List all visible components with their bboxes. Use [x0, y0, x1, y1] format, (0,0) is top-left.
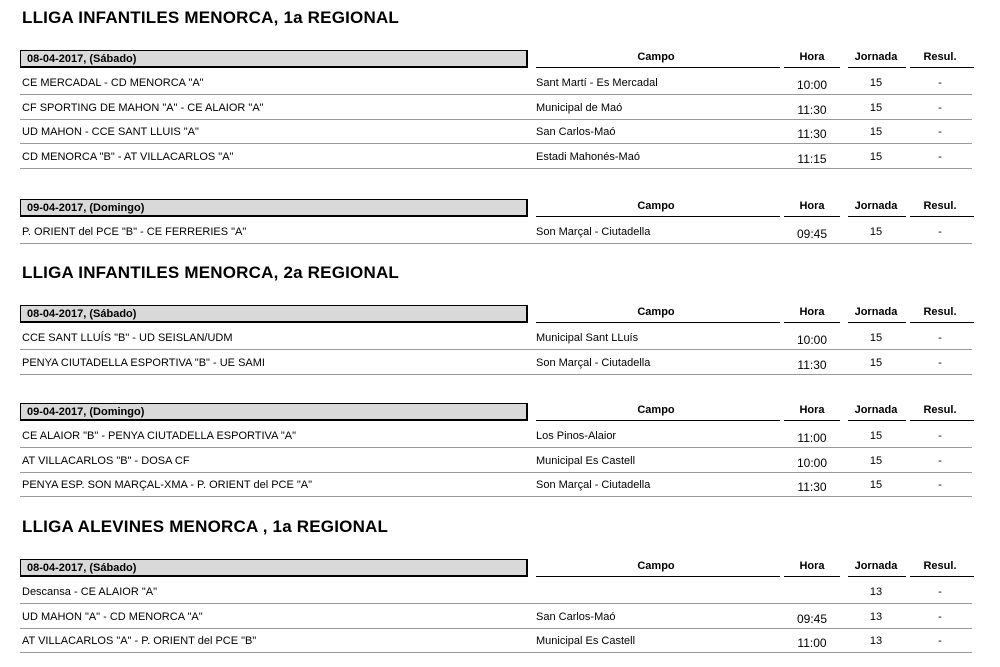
date-header: 08-04-2017, (Sábado)	[20, 305, 528, 323]
match-round: 15	[869, 101, 883, 114]
match-field: Municipal Es Castell	[536, 454, 636, 467]
match-result: -	[938, 586, 942, 598]
match-result: -	[938, 454, 942, 467]
match-result: -	[938, 77, 942, 89]
date-header: 08-04-2017, (Sábado)	[20, 50, 528, 68]
match-round: 15	[869, 479, 883, 492]
row-separator	[20, 349, 972, 350]
match-field: Municipal Sant LLuís	[536, 332, 639, 344]
match-teams: CE MERCADAL - CD MENORCA "A"	[22, 77, 204, 89]
match-time: 11:30	[797, 480, 827, 495]
match-round: 15	[869, 77, 883, 89]
match-time: 09:45	[796, 611, 828, 626]
match-result: -	[938, 635, 942, 648]
row-separator	[20, 652, 972, 653]
match-round: 15	[869, 226, 883, 238]
match-round: 15	[869, 126, 883, 139]
column-header-hora: Hora	[799, 200, 825, 212]
match-time: 11:30	[797, 357, 827, 372]
match-teams: AT VILLACARLOS "B" - DOSA CF	[22, 454, 190, 467]
match-result: -	[938, 126, 942, 139]
column-header-jornada: Jornada	[854, 404, 898, 416]
match-field: Municipal Es Castell	[536, 635, 636, 648]
column-header-hora: Hora	[799, 560, 825, 572]
row-separator	[20, 447, 972, 448]
match-result: -	[938, 226, 942, 238]
column-header-jornada: Jornada	[854, 200, 898, 212]
header-underline	[848, 576, 906, 577]
header-underline	[910, 67, 974, 68]
column-header-resul: Resul.	[923, 200, 957, 212]
header-underline	[848, 420, 906, 421]
header-underline	[784, 216, 840, 217]
column-header-campo: Campo	[637, 404, 675, 416]
match-teams: CF SPORTING DE MAHON "A" - CE ALAIOR "A"	[22, 101, 264, 114]
column-header-hora: Hora	[799, 51, 825, 63]
column-header-jornada: Jornada	[854, 560, 898, 572]
column-header-hora: Hora	[799, 306, 825, 318]
match-round: 15	[869, 356, 883, 369]
row-separator	[20, 168, 972, 169]
header-underline	[536, 420, 780, 421]
section-title: LLIGA INFANTILES MENORCA, 1a REGIONAL	[22, 8, 400, 27]
header-underline	[784, 67, 840, 68]
row-separator	[20, 628, 972, 629]
header-underline	[784, 576, 840, 577]
column-header-resul: Resul.	[923, 560, 957, 572]
match-round: 13	[869, 586, 883, 598]
row-separator	[20, 374, 972, 375]
header-underline	[784, 322, 840, 323]
match-teams: UD MAHON "A" - CD MENORCA "A"	[22, 610, 203, 623]
match-field: San Carlos-Maó	[536, 126, 616, 139]
match-field: Son Marçal - Ciutadella	[536, 226, 651, 238]
match-result: -	[938, 101, 942, 114]
column-header-resul: Resul.	[923, 51, 957, 63]
header-underline	[848, 67, 906, 68]
header-underline	[910, 576, 974, 577]
column-header-campo: Campo	[637, 200, 675, 212]
row-separator	[20, 243, 972, 244]
section-title: LLIGA INFANTILES MENORCA, 2a REGIONAL	[22, 263, 400, 282]
date-header: 08-04-2017, (Sábado)	[20, 559, 528, 577]
match-time: 11:30	[797, 102, 827, 117]
row-separator	[20, 94, 972, 95]
match-teams: CCE SANT LLUÍS "B" - UD SEISLAN/UDM	[22, 332, 233, 344]
column-header-jornada: Jornada	[854, 51, 898, 63]
row-separator	[20, 143, 972, 144]
match-round: 13	[869, 635, 883, 648]
match-time: 11:30	[797, 127, 827, 142]
match-field: Son Marçal - Ciutadella	[536, 479, 651, 492]
match-field: Municipal de Maó	[536, 101, 623, 114]
header-underline	[910, 216, 974, 217]
column-header-campo: Campo	[637, 51, 675, 63]
column-header-resul: Resul.	[923, 404, 957, 416]
row-separator	[20, 496, 972, 497]
header-underline	[536, 67, 780, 68]
column-header-campo: Campo	[637, 306, 675, 318]
match-teams: Descansa - CE ALAIOR "A"	[22, 586, 157, 598]
match-time: 09:45	[796, 227, 828, 241]
match-time: 11:15	[797, 151, 827, 166]
match-result: -	[938, 430, 942, 442]
match-teams: PENYA ESP. SON MARÇAL-XMA - P. ORIENT del PCE "A"	[22, 479, 313, 492]
match-result: -	[938, 332, 942, 344]
column-header-resul: Resul.	[923, 306, 957, 318]
section-title: LLIGA ALEVINES MENORCA , 1a REGIONAL	[22, 517, 389, 536]
date-header: 09-04-2017, (Domingo)	[20, 199, 528, 217]
match-teams: CD MENORCA "B" - AT VILLACARLOS "A"	[22, 150, 234, 163]
header-underline	[536, 576, 780, 577]
match-field: Los Pinos-Alaior	[536, 430, 617, 442]
header-underline	[910, 420, 974, 421]
row-separator	[20, 472, 972, 473]
header-underline	[910, 322, 974, 323]
match-teams: PENYA CIUTADELLA ESPORTIVA "B" - UE SAMI	[22, 356, 265, 369]
match-field: Son Marçal - Ciutadella	[536, 356, 651, 369]
match-round: 15	[869, 150, 883, 163]
match-time: 10:00	[796, 333, 828, 347]
match-time: 10:00	[796, 455, 828, 470]
header-underline	[536, 216, 780, 217]
match-round: 15	[869, 430, 883, 442]
match-teams: UD MAHON - CCE SANT LLUIS "A"	[22, 126, 199, 139]
header-underline	[848, 322, 906, 323]
header-underline	[848, 216, 906, 217]
match-field: Estadi Mahonés-Maó	[536, 150, 640, 163]
match-round: 13	[869, 610, 883, 623]
match-time: 11:00	[797, 431, 827, 445]
row-separator	[20, 603, 972, 604]
column-header-hora: Hora	[799, 404, 825, 416]
match-field: San Carlos-Maó	[536, 610, 616, 623]
match-result: -	[938, 479, 942, 492]
match-teams: CE ALAIOR "B" - PENYA CIUTADELLA ESPORTIVA "A"	[22, 430, 297, 442]
match-round: 15	[869, 332, 883, 344]
header-underline	[536, 322, 780, 323]
match-result: -	[938, 356, 942, 369]
match-result: -	[938, 150, 942, 163]
match-teams: P. ORIENT del PCE "B" - CE FERRERIES "A"	[22, 226, 247, 238]
header-underline	[784, 420, 840, 421]
match-round: 15	[869, 454, 883, 467]
match-time: 11:00	[797, 636, 827, 651]
match-result: -	[938, 610, 942, 623]
date-header: 09-04-2017, (Domingo)	[20, 403, 528, 421]
row-separator	[20, 119, 972, 120]
match-time: 10:00	[796, 78, 828, 92]
match-field: Sant Martí - Es Mercadal	[536, 77, 658, 89]
match-teams: AT VILLACARLOS "A" - P. ORIENT del PCE "B"	[22, 635, 257, 648]
column-header-jornada: Jornada	[854, 306, 898, 318]
column-header-campo: Campo	[637, 560, 675, 572]
